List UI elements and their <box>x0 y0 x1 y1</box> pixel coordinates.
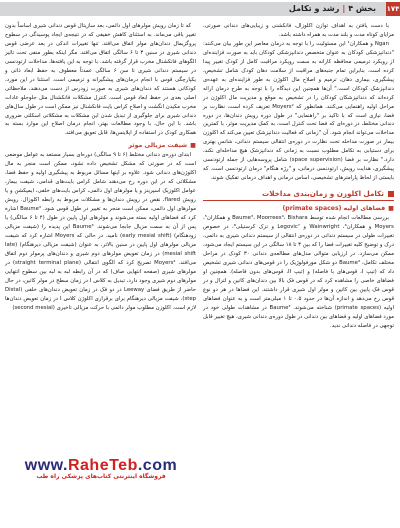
watermark-url <box>12 458 190 473</box>
subheading <box>203 204 394 213</box>
paragraph: با دست یافتن به اهداف توازن اکلوزال، فانکشنی و زیبایی‌های دندانی صورتی، مزایای کوتاه مدت و بلند مدت به همراه داشته باشد. <box>203 23 394 38</box>
watermark-suffix: .com <box>137 457 178 474</box>
right-column <box>203 22 394 331</box>
subheading <box>5 141 196 150</box>
left-column <box>5 22 196 313</box>
subheading-text: فضاهای اولیه (primate spaces) <box>282 205 386 213</box>
section-heading <box>203 188 394 201</box>
watermark-prefix: www. <box>24 457 68 474</box>
section-heading-text: تکامل اکلوزن و زمان‌بندی مداخلات <box>262 189 384 199</box>
bullet-icon: ■ <box>388 205 394 213</box>
header-separator: | <box>342 4 346 13</box>
paragraph: Ngan و همکاران¹ این مسئولیت را با توجه به درمان معاصر این طور بیان می‌کنند: "دندانپزشکی کودکان به عنوان متخصص دندانپزشکی کودکان باید به صورت فزاینده‌ای از رویکرد ترمیمی محافظه کارانه به سمت رویکرد مراقبت کامل از کودک تغییر پیدا کرده است. بنابراین تمام جنبه‌های مراقبت از سلامت دهان کودک شامل تشخیص، پیشگیری، بیماری دهان، ترمیم و اصلاح مال اکلوژن به طور فزاینده‌ای به عهده‌ی دندانپزشک کودکان است." آن‌ها همچنین این دیدگاه را با توجه به طرح درمان ارائه کرده‌اند که دندانپزشکان کودکان را در تشخیص به موقع و مدیریت مال اکلوژن در مراحل اولیه راهنمایی می‌کنند. همانطور که Moyers² تعریف کرده است، نظارت بر فضا، نیازی است که با تاکید بر "راهنمایی" در طول دوره رویش دندان‌ها، در دوره دندانی مختلط، در دوره‌ای که فضا تحت کنترل است، به کمک مدیریت موثر، با کمترین مداخلات می‌تواند انجام شود. آن "زمانی که فعالیت دندانپزشک تعیین می‌کند که اکلوزن بیمار در صورت مداخله تحت نظارت در دوره‌ی انتقالی سیستم دندانی، شانس بهتری برای دستیابی به تکامل مطلوب نسبت به زمانی که دندانپزشک هیچ مداخله‌ای نکند، دارد." نظارت بر فضا (space supervision) شامل پروسه‌هایی از جمله ارتودنسی پیشگیری، هدایت رویش، ارتودنسی درمانی، و "رژه هنگام" درمان ارتودنسی است. که بایستی از لحاظ پارامترهای تشخیصی، اساس درمانی و اهداف درمانی تفکیک شوند. <box>203 40 394 182</box>
page-number: ۱۷۴ <box>386 2 400 16</box>
page-header <box>0 0 400 20</box>
section-label: بخش ۴ <box>348 4 376 13</box>
square-bullet-icon <box>388 191 394 197</box>
watermark-subtitle: فروشگاه اینترنتی کتاب‌های پزشکی راه طب <box>36 473 166 480</box>
chapter-title: رشد و تکامل <box>288 4 340 13</box>
watermark <box>12 458 190 480</box>
bullet-icon: ■ <box>190 142 196 150</box>
paragraph: که تا زمان رویش مولرهای اول دائمی، بعد سازیتال قوس دندانی شیری اساساً بدون تغییر باقی می‌ماند. به استثنای کاهش خفیفی که در نتیجه‌ی ایجاد پوسیدگی در سطوح پروگزیمال دندان‌های مولر اتفاق می‌افتد. تنها تغییرات اندکی در بعد عرضی قوس دندانی شیری در سنین ۳ تا ۶ سالگی اتفاق می‌افتد. مگر اینکه بطور منفی تحت تاثیر الگوهای فانکشنال مخرب قرار گرفته باشد. با توجه به این یافته‌ها، مداخلات ارتودنسی در سیستم دندانی شیری تا سن ۶ سالگی عمدتاً معطوف به حفظ ابعاد ذاتی و یکپارچگی قوس با انجام درمان‌های پیشگیرانه و ترمیمی است. استثنا در این مورد، کودکانی هستند که دندان‌های شیری به صورت زودرس از دست می‌دهند، ملاحظاتی اصلی بعدی در حفظ ابعاد قوس است. کنترل مشکلات فانکشنال مثل جلو‌جلو عادات مخرب مکیدن انگشت و اصلاح کراس بایت فانکشنال نیز ممکن است در طول سال‌های دندانی شیری برای جلوگیری از تبدیل شدن این مشکلات به مشکلاتی اسکلتی ضروری باشد. با این حال، با وجود مطالعات بهتر، انجام درمان اصلاح این موارد بسته به همکاری کودک در استفاده از اپلاینس‌ها، قابل تعویق می‌افتد. <box>5 23 197 137</box>
watermark-brand: RaheTeb <box>67 457 138 474</box>
subheading-text: شیفت مزیالی موثر <box>128 142 188 150</box>
paragraph: بررسی مطالعات انجام شده توسط Baume³، Moorrees⁴، Bishara و همکاران⁵، Moyers و همکاران⁶، Wainwright و Legovic⁷ و ترک کرستیلی⁸، در خصوص تغییرات طولی در سیستم دندانی در دوره‌ی انتقالی از سیستم دندانی شیری به دائمی، درک و توضیح کلیه تغییرات فضا را که بین ۳ تا ۱۸ سالگی در این سیستم ایجاد می‌شود، ممکن می‌سازد. در ارزیابی متوالی مدل‌های مطالعه‌ی دندانی ۳۰ کودک در مراحل مختلف تکامل، Baume³ دو شکل مورفولوژیک را در قوس‌های دندانی شیری تشخیص داد که (تیپ I، قوس‌های با فاصله) و (تیپ II، قوس‌های بدون فاصله). همچنین او فضاهای خاصی را مشاهده کرد که در قوس فک بالا بین دندان‌های کانین و لترال و در قوس فک پایین بین کانین و مولر اول شیری قرار داشتند. این فضاها در هر دو نوع قوس رخ می‌دهد و اندازه آن‌ها در حدود ۰.۵ تا ۱ میلی‌متر است و به عنوان فضاهای اولیه (primate spaces) شناخته می‌شوند. Baume³ در مشاهدات طولی خود در مورد فضاهای اولیه و فضاهای بین دندانی در طول دوره‌ی دندانی شیری، هیچ تغییر قابل توجهی در فاصله دندانی ندید. <box>203 215 394 329</box>
running-head <box>279 2 386 16</box>
paragraph: ابتدای دوره‌ی دندانی مختلط (۶ تا ۹ سالگی) دوره‌ای بسیار مستعد به عوامل موضعی است که در صورتی که مشکل تشخیص داده نشود، ممکن است منجر به مال اکلوژن‌های دندانی شود. علاوه بر اینها مسائل مربوط به پیشگیری اولیه و حفظ فضا، مشکلاتی که در این دوره رخ می‌دهند شامل کراس بایت‌های قدامی، شیفت بیمار، عوامل اکلوزیک اسپرینز و یا مولرهای اول دائمی، کراس بایت‌های خلفی، ایمپکشن و یا رویش flared، نقص در رویش دندان‌ها و مشکلات مربوط به رابطه اکلوزال. رویش مولرهای اول دائمی، ممکن است منجر به تغییر در طول قوس شود. Baume³ اشاره کرد که فضاهای اولیه بسته می‌شوند و مولرهای اول پایین در طول (۴ تا ۶ سالگی) یا پس از آن به سمت مزیال جابجا می‌شوند. Baume³ این پدیده را (شیفت مزیالی زودهنگام) (early mesial shift) نامید. در حالی که Moyers اشاره کرد که شیفت مزیالی مولرهای اول پایین در سنین بالاتر، به عنوان (شیفت مزیالی دیرهنگام) (late mesial shift) در زمان تعویض مولرهای دوم شیری و دندان‌های پرمولر دوم اتفاق می‌افتد. Moyers⁴ تصریح کرد که الگوی انتقالی (straight terminal plane) در مولرهای شیری (صفحه انتهایی صاف) که در آن رابطه لبه به لبه بین سطوح انتهایی مولرهای دوم شیری وجود دارد، تبدیل به کلاس I در زمان سطح در مولر کانین، در حال حاضر از طریق فضای Leeway در دو فک در زمان تعویض دندان‌های خلفی (Distal step)، شیفت مزیالی دیرهنگام برای برقراری اکلوژن کلاس I در زمان تعویض دندان‌ها لازم است. اکلوزن مطلوب مولر دائمی با حرکت مزیالی تاخیری (second mesial) <box>5 152 197 311</box>
